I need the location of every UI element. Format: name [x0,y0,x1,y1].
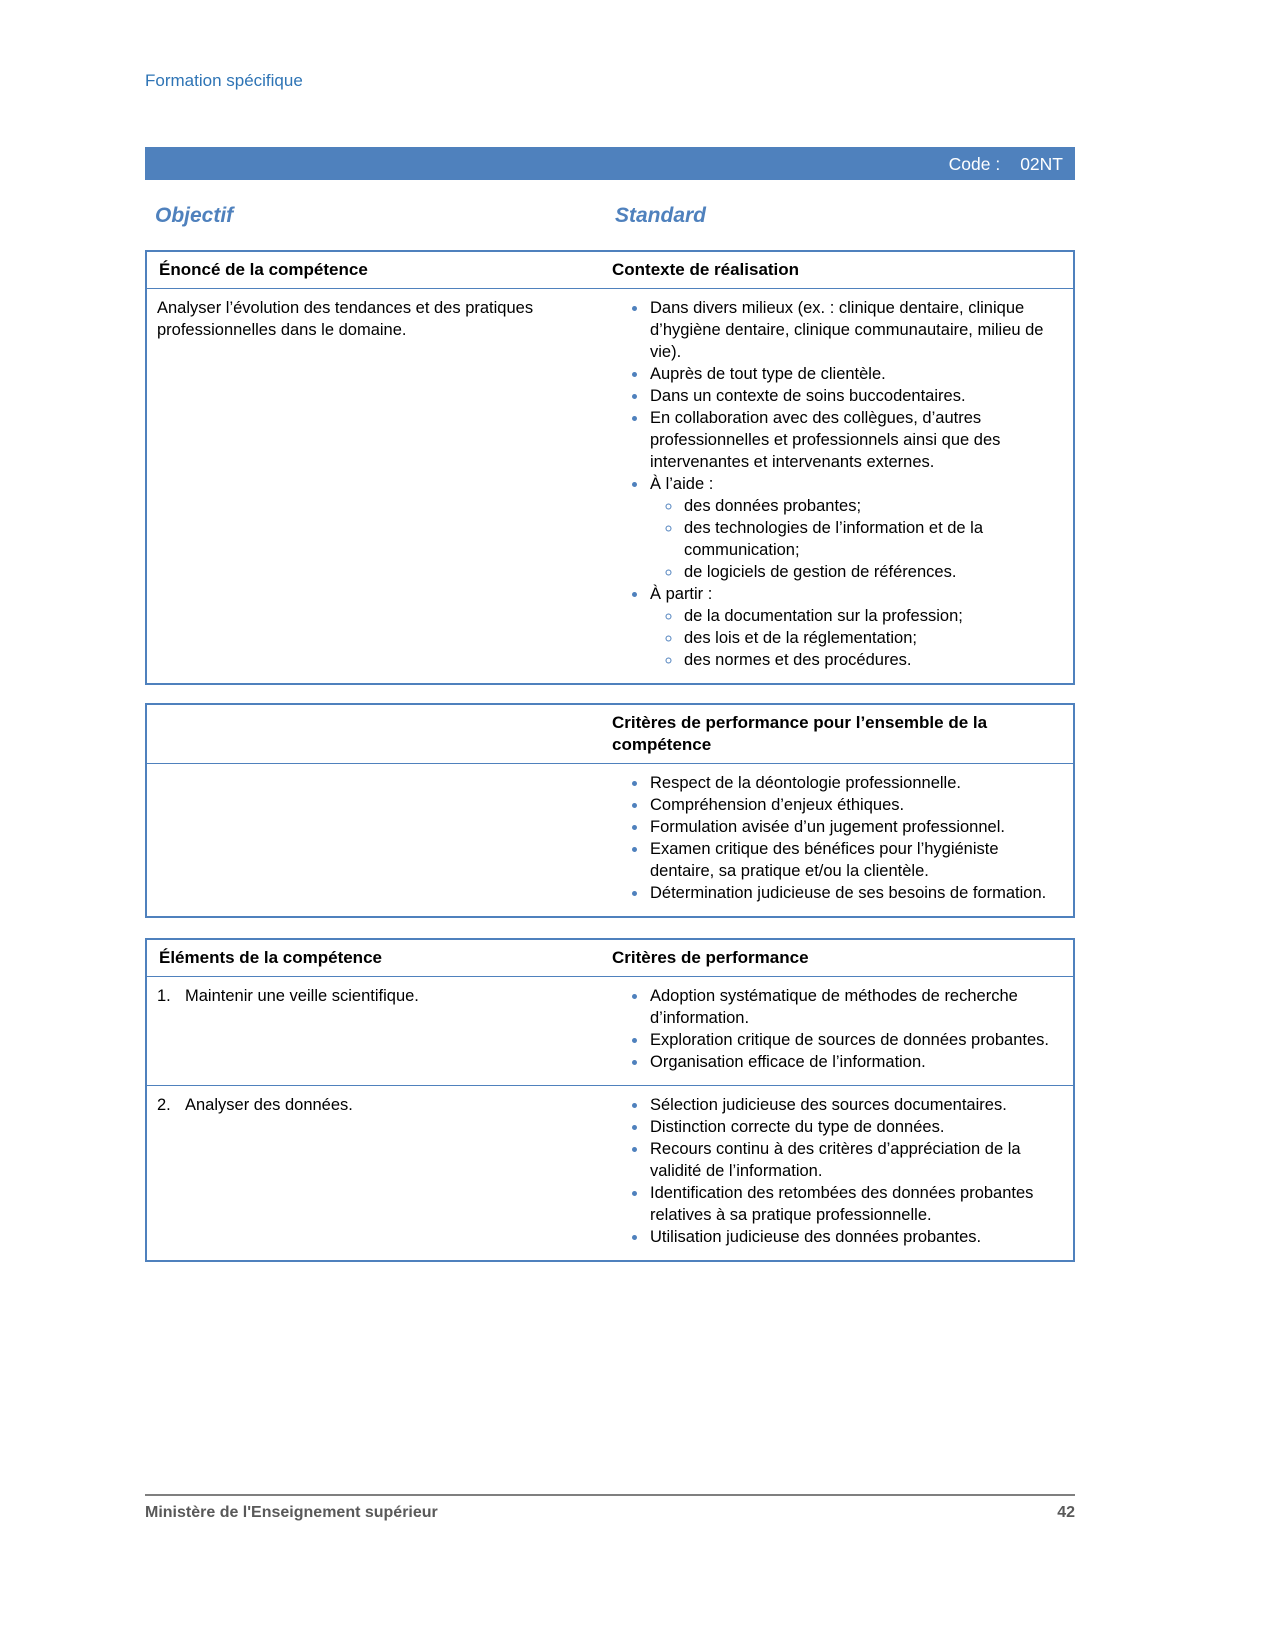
section-label: Formation spécifique [145,71,303,90]
bullet-text: Organisation efficace de l’information. [650,1053,926,1071]
sub-bullet-text: des normes et des procédures. [684,651,912,669]
elements-table [145,938,1075,1262]
bullet-text: Exploration critique de sources de données probantes. [650,1031,1050,1049]
standard-title: Standard [615,204,707,227]
bullet-item [648,1116,1059,1138]
sub-bullet-item [682,561,1059,583]
enonce-header: Énoncé de la compétence [159,260,368,279]
sub-bullet-item [682,605,1059,627]
bullet-text: Recours continu à des critères d’appréciation de la validité de l’information. [650,1140,1021,1180]
bullet-item [648,1094,1059,1116]
element-row-2 [147,1085,1073,1260]
bullet-item [648,385,1059,407]
bullet-item [648,407,1059,473]
bullet-text: Auprès de tout type de clientèle. [650,365,886,383]
competence-table-body-row [147,289,1073,683]
elements-table-header-row [147,940,1073,977]
bullet-text: En collaboration avec des collègues, d’autres professionnelles et professionnels ainsi que des intervenantes et intervenants externes. [650,409,1001,471]
enonce-text: Analyser l’évolution des tendances et des pratiques professionnelles dans le domaine. [157,299,534,339]
bullet-text: Utilisation judicieuse des données probantes. [650,1228,982,1246]
bullet-item [648,473,1059,583]
bullet-text: À l’aide : [650,475,714,493]
sub-bullet-text: des données probantes; [684,497,862,515]
sub-bullet-text: de logiciels de gestion de références. [684,563,957,581]
bullet-text: Respect de la déontologie professionnelle. [650,774,961,792]
element-2-criteres-cell [600,1086,1073,1260]
footer-page-number: 42 [1057,1504,1075,1521]
sub-bullet-item [682,495,1059,517]
bullet-item [648,794,1059,816]
elements-header: Éléments de la compétence [159,948,382,967]
criteres-header: Critères de performance [612,948,809,967]
element-text: Maintenir une veille scientifique. [185,987,419,1005]
competence-table-header-row [147,252,1073,289]
criteres-ensemble-empty-header [147,705,600,763]
page-content [145,0,1075,1262]
sub-bullet-list [650,605,1059,671]
bullet-text: Examen critique des bénéfices pour l’hygiéniste dentaire, sa pratique et/ou la clientèle. [650,840,999,880]
element-2-bullet-list [612,1094,1059,1248]
titles-row [145,202,1075,229]
bullet-text: Identification des retombées des données probantes relatives à sa pratique professionnelle. [650,1184,1034,1224]
sub-bullet-item [682,649,1059,671]
bullet-text: Dans divers milieux (ex. : clinique dentaire, clinique d’hygiène dentaire, clinique communautaire, milieu de vie). [650,299,1044,361]
bullet-item [648,816,1059,838]
element-number: 1. [157,987,171,1005]
criteres-ensemble-header: Critères de performance pour l’ensemble de la compétence [612,713,988,754]
bullet-text: Adoption systématique de méthodes de recherche d’information. [650,987,1018,1027]
bullet-text: À partir : [650,585,713,603]
bullet-item [648,1182,1059,1226]
sub-bullet-list [650,495,1059,583]
bullet-item [648,1029,1059,1051]
sub-bullet-item [682,627,1059,649]
bullet-item [648,985,1059,1029]
bullet-item [648,297,1059,363]
criteres-ensemble-body-row [147,764,1073,916]
footer-ministry: Ministère de l'Enseignement supérieur [145,1504,438,1521]
contexte-cell [600,289,1073,683]
bullet-text: Distinction correcte du type de données. [650,1118,945,1136]
sub-bullet-text: des technologies de l’information et de la communication; [684,519,984,559]
bullet-item [648,1138,1059,1182]
sub-bullet-text: de la documentation sur la profession; [684,607,963,625]
code-value: 02NT [1020,153,1063,174]
contexte-header: Contexte de réalisation [612,260,800,279]
bullet-text: Dans un contexte de soins buccodentaires. [650,387,966,405]
element-1-cell [147,977,600,1085]
element-number: 2. [157,1096,171,1114]
bullet-text: Détermination judicieuse de ses besoins de formation. [650,884,1047,902]
footer [145,1494,1075,1524]
sub-bullet-item [682,517,1059,561]
bullet-text: Compréhension d’enjeux éthiques. [650,796,905,814]
competence-table [145,250,1075,685]
criteres-ensemble-bullet-list [612,772,1059,904]
code-bar [145,147,1075,180]
bullet-item [648,583,1059,671]
element-2-cell [147,1086,600,1260]
code-label: Code : [948,153,1001,174]
element-1-criteres-cell [600,977,1073,1085]
element-row-1 [147,977,1073,1085]
element-1-bullet-list [612,985,1059,1073]
bullet-text: Sélection judicieuse des sources documentaires. [650,1096,1007,1114]
bullet-text: Formulation avisée d’un jugement professionnel. [650,818,1005,836]
element-text: Analyser des données. [185,1096,353,1114]
criteres-ensemble-header-row [147,705,1073,764]
contexte-bullet-list [612,297,1059,671]
bullet-item [648,1226,1059,1248]
bullet-item [648,772,1059,794]
criteres-ensemble-table [145,703,1075,918]
criteres-ensemble-cell [600,764,1073,916]
bullet-item [648,1051,1059,1073]
criteres-ensemble-empty-cell [147,764,600,916]
bullet-item [648,882,1059,904]
objectif-title: Objectif [155,204,234,227]
sub-bullet-text: des lois et de la réglementation; [684,629,917,647]
bullet-item [648,838,1059,882]
bullet-item [648,363,1059,385]
